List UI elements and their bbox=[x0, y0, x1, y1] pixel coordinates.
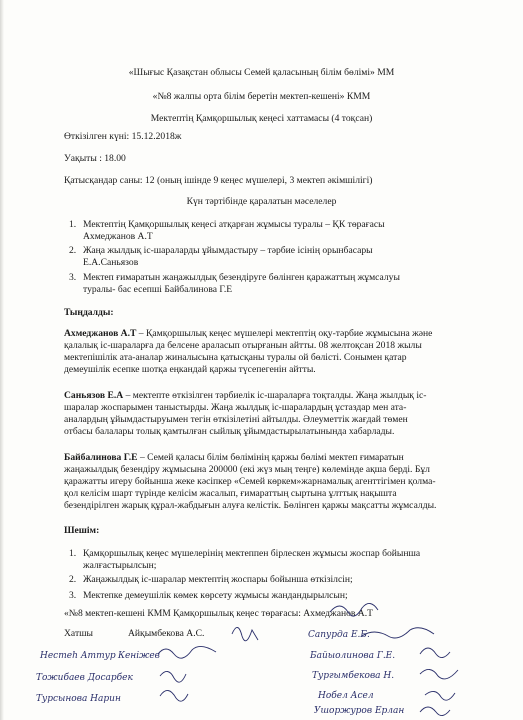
agenda-item-text: Жаңа жылдық іс-шараларды ұйымдастыру – тәрбие ісінің орынбасары bbox=[83, 245, 373, 256]
paragraph-text: – мектепте өткізілген тәрбиелік іс-шараларға тоқталды. Жаңа жылдық іс- bbox=[123, 390, 427, 401]
paragraph-line: қаражатты игеру бойынша жеке кәсіпкер «Семей көркем»жарнамалық агенттігімен қолма- bbox=[64, 476, 436, 487]
chair-line: «№8 мектеп-кешені КММ Қамқоршылық кеңес төрағасы: Ахмеджанов А.Т bbox=[64, 608, 373, 619]
paragraph-line: мектепішілік ата-аналар жиналысына қатысқаны туралы ой бөлісті. Сонымен қатар bbox=[64, 352, 407, 363]
paragraph-line: демеушілік есепке шотқа еңкандай қаржы түсепегенін айтты. bbox=[64, 364, 316, 375]
decision-title: Шешім: bbox=[64, 525, 100, 536]
speaker-name: Ахмеджанов А.Т bbox=[64, 328, 137, 339]
meeting-time: Уақыты : 18.00 bbox=[64, 153, 126, 164]
paragraph-line: шаралар жоспарымен таныстырды. Жаңа жылдық іс-шаралардың ұстаздар мен ата- bbox=[64, 402, 407, 413]
decision-item-number: 3. bbox=[69, 590, 77, 601]
handwritten-name: Ушоржуров Ерлан bbox=[314, 706, 405, 716]
paragraph-line: аналардың ұйымдастыруымен тегін өткізілетіні айтылды. Әлеуметтік жағдай төмен bbox=[64, 414, 408, 425]
paragraph-line: қол келісім шарт түрінде келісім жасалып, ғимараттың сыртына ұлттық нақышта bbox=[64, 488, 397, 499]
paragraph-line: отбасы балалары толық қамтылған сыйлық ұйымдастырылатынында хабарлады. bbox=[64, 426, 395, 437]
handwritten-name: Нестеһ Аттур bbox=[40, 651, 116, 661]
decision-item-text: Қамқоршылық кеңес мүшелерінің мектеппен бірлескен жұмысы жоспар бойынша bbox=[83, 548, 421, 559]
handwritten-name: Байыолинова Г.Е. bbox=[310, 651, 396, 661]
agenda-item-number: 1. bbox=[69, 219, 77, 230]
agenda-item-number: 3. bbox=[69, 272, 77, 283]
paragraph-line: қалалық іс-шараларға да белсене араласып отырғанын айтты. 08 желтоқсан 2018 жылы bbox=[64, 340, 422, 351]
header-line-2: «№8 жалпы орта білім беретін мектеп-кешені» КММ bbox=[152, 91, 371, 102]
agenda-item-text: Ахмеджанов А.Т bbox=[83, 231, 153, 243]
participants: Қатысқандар саны: 12 (оның ішінде 9 кеңес мүшелері, 3 мектеп әкімшілігі) bbox=[64, 175, 373, 186]
handwritten-name: Тожибаев Досарбек bbox=[36, 673, 133, 683]
header-line-1: «Шығыс Қазақстан облысы Семей қаласының білім бөлімі» ММ bbox=[128, 67, 395, 78]
meeting-date: Өткізілген күні: 15.12.2018ж bbox=[64, 131, 182, 142]
secretary-label: Хатшы bbox=[64, 628, 93, 639]
agenda-item-text: Мектептің Қамқоршылық кеңесі атқарған жұмысы туралы – ҚК төрағасы bbox=[83, 219, 385, 230]
paragraph-text: – Семей қаласы білім бөлімінің қаржы бөлімі мектеп ғимаратын bbox=[137, 452, 404, 463]
heard-title: Тыңдалды: bbox=[64, 307, 114, 318]
decision-item-number: 1. bbox=[69, 548, 77, 559]
agenda-item-text: Мектеп ғимаратын жаңажылдық безендіруге бөлінген қаражаттың жұмсалуы bbox=[83, 272, 400, 283]
decision-item-text: Мектепке демеушілік көмек көрсету жұмысы жандандырылсын; bbox=[83, 590, 348, 601]
handwritten-name: Кеніжев bbox=[118, 651, 160, 661]
speaker-name: Байбалинова Г.Е bbox=[64, 452, 138, 463]
agenda-item-text: туралы- бас есепші Байбалинова Г.Е bbox=[83, 284, 233, 296]
decision-item-text: Жаңажылдық іс-шаралар мектептің жоспары бойынша өткізілсін; bbox=[83, 574, 353, 585]
handwritten-name: Турсынова Нарин bbox=[36, 694, 121, 704]
agenda-title: Күн тәртібінде қаралатын мәселелер bbox=[186, 196, 337, 207]
secretary-name: Айқымбекова А.С. bbox=[128, 628, 205, 639]
paragraph-text: – Қамқоршылық кеңес мүшелері мектептің оқу-тәрбие жұмысына және bbox=[136, 328, 433, 339]
handwritten-name: Нобел Асел bbox=[318, 691, 374, 701]
handwritten-name: Тургымбекова Н. bbox=[312, 671, 395, 681]
decision-item-text: жалғастырылсын; bbox=[83, 560, 157, 572]
speaker-name: Саньязов Е.А bbox=[64, 390, 124, 401]
paragraph-line: безендірілген жарық құрал-жабдығын алуға келістік. Бөлінген қаржы мақсатты жұмсалды. bbox=[64, 500, 437, 511]
decision-item-number: 2. bbox=[69, 574, 77, 585]
agenda-item-text: Е.А.Саньязов bbox=[83, 257, 139, 269]
agenda-item-number: 2. bbox=[69, 245, 77, 256]
paragraph-line: жаңажылдық безендіру жұмысына 200000 (екі жүз мың теңге) көлемінде ақша берді. Бұл bbox=[64, 464, 430, 475]
header-line-3: Мектептің Қамқоршылық кеңесі хаттамасы (4 тоқсан) bbox=[150, 113, 373, 124]
handwritten-name: Сапурда Е.Б. bbox=[308, 630, 370, 640]
